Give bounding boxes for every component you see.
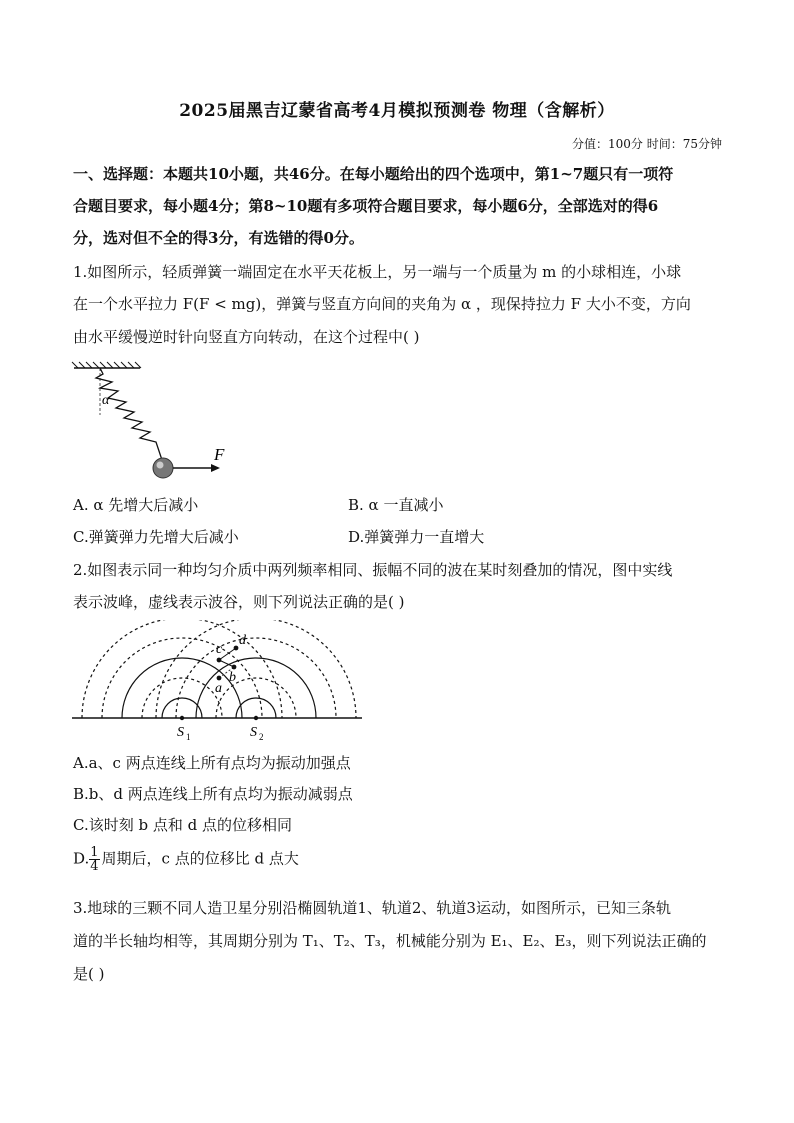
- alpha-label: α: [102, 393, 110, 408]
- point-b-label: b: [229, 670, 236, 685]
- q1-line-1: 1.如图所示，轻质弹簧一端固定在水平天花板上，另一端与一个质量为 m 的小球相连，小球: [73, 263, 682, 281]
- q1-option-b[interactable]: B. α 一直减小: [348, 496, 444, 514]
- fraction-numerator: 1: [90, 845, 99, 860]
- source-s2-subscript: 2: [259, 732, 264, 742]
- q2-option-d-text: 周期后，c 点的位移比 d 点大: [101, 849, 299, 868]
- q2-option-c[interactable]: C.该时刻 b 点和 d 点的位移相同: [73, 816, 292, 834]
- q1-option-c[interactable]: C.弹簧弹力先增大后减小: [73, 528, 239, 546]
- q1-spring-figure: [70, 360, 240, 485]
- q3-line-3: 是( ): [73, 965, 105, 983]
- point-c-label: c: [216, 642, 223, 657]
- source-s2-label: S: [250, 725, 257, 740]
- q3-line-1: 3.地球的三颗不同人造卫星分别沿椭圆轨道1、轨道2、轨道3运动，如图所示，已知三条轨: [73, 899, 671, 917]
- quarter-fraction: [89, 846, 99, 873]
- point-d-label: d: [239, 633, 246, 648]
- section-instruction-line-2: 合题目要求，每小题4分；第8~10题有多项符合题目要求，每小题6分，全部选对的得6: [73, 197, 659, 215]
- q1-option-d[interactable]: D.弹簧弹力一直增大: [348, 528, 485, 546]
- fraction-denominator: 4: [90, 859, 99, 874]
- q2-line-1: 2.如图表示同一种均匀介质中两列频率相同、振幅不同的波在某时刻叠加的情况，图中实线: [73, 561, 673, 579]
- source-s1-label: S: [177, 725, 184, 740]
- q1-line-2: 在一个水平拉力 F(F < mg)，弹簧与竖直方向间的夹角为 α ，现保持拉力 F 大小不变，方向: [73, 295, 691, 313]
- q2-option-a[interactable]: A.a、c 两点连线上所有点均为振动加强点: [73, 754, 351, 772]
- q1-option-a[interactable]: A. α 先增大后减小: [73, 496, 199, 514]
- q3-line-2: 道的半长轴均相等，其周期分别为 T₁、T₂、T₃，机械能分别为 E₁、E₂、E₃，则下列说法正确的: [73, 932, 707, 950]
- q2-option-d-prefix: D.: [73, 849, 90, 868]
- q2-line-2: 表示波峰，虚线表示波谷，则下列说法正确的是( ): [73, 593, 405, 611]
- force-label: F: [214, 445, 225, 464]
- q1-line-3: 由水平缓慢逆时针向竖直方向转动，在这个过程中( ): [73, 328, 420, 346]
- page-title: 2025届黑吉辽蒙省高考4月模拟预测卷 物理（含解析）: [179, 101, 615, 121]
- exam-meta: 分值：100分 时间：75分钟: [572, 137, 722, 151]
- section-instruction-line-3: 分，选对但不全的得3分，有选错的得0分。: [73, 229, 364, 247]
- source-s1-subscript: 1: [186, 732, 191, 742]
- q2-option-d[interactable]: [73, 846, 299, 873]
- section-instruction-line-1: 一、选择题：本题共10小题，共46分。在每小题给出的四个选项中，第1~7题只有一项符: [73, 165, 674, 183]
- q2-option-b[interactable]: B.b、d 两点连线上所有点均为振动减弱点: [73, 785, 353, 803]
- q2-wave-interference-figure: [70, 620, 365, 745]
- point-a-label: a: [215, 681, 222, 696]
